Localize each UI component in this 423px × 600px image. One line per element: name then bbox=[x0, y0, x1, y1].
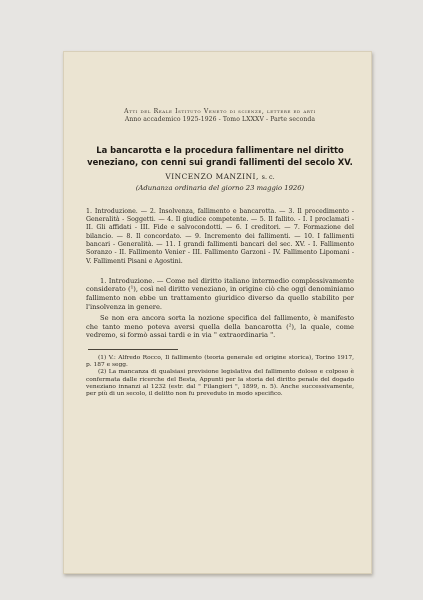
document-page bbox=[63, 51, 372, 574]
page-content bbox=[86, 108, 354, 399]
title-line1: La bancarotta e la procedura fallimentare nel diritto bbox=[96, 145, 344, 156]
author-suffix: s. c. bbox=[261, 172, 275, 181]
footnote-divider bbox=[88, 349, 178, 350]
series-header bbox=[86, 108, 354, 124]
footnotes bbox=[86, 355, 354, 399]
paragraph-bancarotta: Se non era ancora sorta la nozione specifica del fallimento, è manifesto che tanto meno poteva aversi quella della bancarotta (²), la quale, come vedremo, si formò assai tardi e in via " extraordinaria ". bbox=[86, 314, 354, 340]
title-line2: veneziano, con cenni sui grandi fallimenti del secolo XV. bbox=[87, 156, 353, 167]
table-of-contents: 1. Introduzione. — 2. Insolvenza, fallimento e bancarotta. — 3. Il procedimento - Generalità - Soggetti. — 4. Il giudice competente. — 5. Il fallito. - I. I proclamati - II. Gli affidati - III. Fide e salvocondotti. — 6. I creditori. — 7. Formazione del bilancio. — 8. Il concordato. — 9. Incremento dei fallimenti. — 10. I fallimenti bancari - Generalità. — 11. I grandi fallimenti bancari del sec. XV. - I. Fallimento Soranzo - II. Fallimento Venier - III. Fallimento Garzoni - IV. Fallimento Lipomani - V. Fallimenti Pisani e Agostini. bbox=[86, 207, 354, 265]
author-line: VINCENZO MANZINI, s. c. bbox=[165, 171, 275, 181]
footnote-2: (2) La mancanza di qualsiasi previsione legislativa del fallimento doloso e colposo è confermata dalle ricerche del Besta, Appunti per la storia del diritto penale del dogado veneziano innanzi al 1232 (estr. dal " Filangieri ", 1899, n. 5). Anche successivamente, per più di un secolo, il delitto non fu preveduto in modo specifico. bbox=[86, 369, 354, 398]
session-note: (Adunanza ordinaria del giorno 23 maggio 1926) bbox=[135, 183, 305, 192]
series-header-line2: Anno accademico 1925-1926 - Tomo LXXXV - Parte seconda bbox=[124, 116, 316, 124]
body-text bbox=[86, 277, 354, 340]
author-name: VINCENZO MANZINI bbox=[165, 171, 256, 181]
series-header-line1: Atti del Reale Istituto Veneto di scienze, lettere ed arti bbox=[124, 108, 316, 115]
paragraph-introduction: 1. Introduzione. — Come nel diritto italiano intermedio complessivamente considerato (¹), così nel diritto veneziano, in origine ciò che oggi denominiamo fallimento non ebbe un trattamento giuridico diverso da quello stabilito per l'insolvenza in genere. bbox=[86, 276, 354, 311]
document-title bbox=[86, 145, 354, 167]
footnote-1: (1) V.: Alfredo Rocco, Il fallimento (teoria generale ed origine storica), Torino 1917, p. 187 e segg. bbox=[86, 354, 354, 369]
